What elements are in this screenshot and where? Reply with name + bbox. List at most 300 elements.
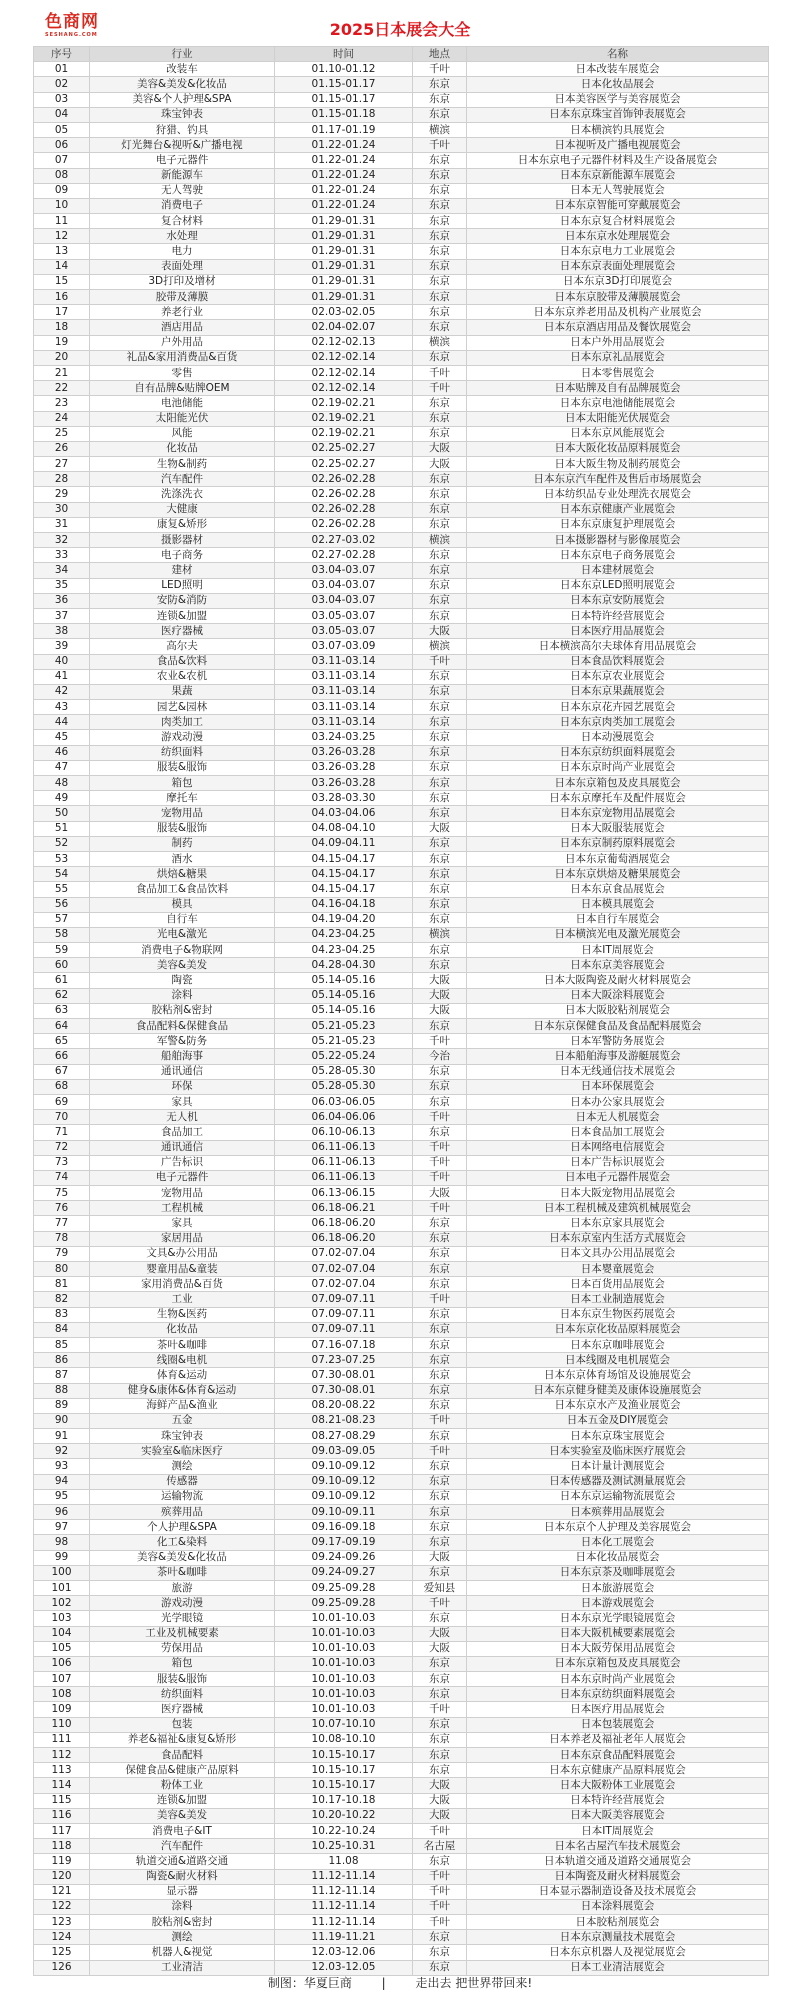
- row-industry: 风能: [90, 426, 275, 441]
- row-industry: 消费电子: [90, 198, 275, 213]
- row-location: 千叶: [413, 1869, 467, 1884]
- table-row: [34, 138, 769, 153]
- row-industry: 安防&消防: [90, 593, 275, 608]
- row-location: 大阪: [413, 1186, 467, 1201]
- row-location: 东京: [413, 1079, 467, 1094]
- row-index: 32: [34, 533, 90, 548]
- row-exhibition-name: 日本东京机器人及视觉展览会: [467, 1945, 769, 1960]
- row-exhibition-name: 日本大阪化妆品原料展览会: [467, 441, 769, 456]
- row-date: 02.26-02.28: [275, 517, 413, 532]
- row-industry: 陶瓷: [90, 973, 275, 988]
- table-row: [34, 1125, 769, 1140]
- table-row: [34, 1110, 769, 1125]
- row-date: 03.11-03.14: [275, 669, 413, 684]
- row-index: 110: [34, 1717, 90, 1732]
- row-date: 06.04-06.06: [275, 1110, 413, 1125]
- table-row: [34, 1915, 769, 1930]
- row-index: 120: [34, 1869, 90, 1884]
- row-date: 10.15-10.17: [275, 1748, 413, 1763]
- row-location: 东京: [413, 851, 467, 866]
- table-row: [34, 335, 769, 350]
- row-exhibition-name: 日本食品饮料展览会: [467, 654, 769, 669]
- row-location: 东京: [413, 608, 467, 623]
- row-exhibition-name: 日本东京珠宝首饰钟表展览会: [467, 107, 769, 122]
- row-industry: 测绘: [90, 1930, 275, 1945]
- row-date: 05.28-05.30: [275, 1064, 413, 1079]
- row-exhibition-name: 日本线圈及电机展览会: [467, 1353, 769, 1368]
- row-industry: 家具: [90, 1216, 275, 1231]
- row-location: 东京: [413, 1019, 467, 1034]
- row-location: 东京: [413, 578, 467, 593]
- row-industry: 通讯通信: [90, 1140, 275, 1155]
- row-location: 东京: [413, 1322, 467, 1337]
- row-location: 东京: [413, 229, 467, 244]
- table-row: [34, 183, 769, 198]
- row-location: 东京: [413, 700, 467, 715]
- row-industry: 工程机械: [90, 1201, 275, 1216]
- row-location: 大阪: [413, 973, 467, 988]
- row-date: 10.01-10.03: [275, 1672, 413, 1687]
- row-date: 01.17-01.19: [275, 122, 413, 137]
- row-industry: 船舶海事: [90, 1049, 275, 1064]
- row-date: 09.25-09.28: [275, 1580, 413, 1595]
- row-exhibition-name: 日本东京花卉园艺展览会: [467, 700, 769, 715]
- row-industry: 大健康: [90, 502, 275, 517]
- table-row: [34, 214, 769, 229]
- row-index: 30: [34, 502, 90, 517]
- row-location: 千叶: [413, 1292, 467, 1307]
- row-date: 11.12-11.14: [275, 1884, 413, 1899]
- row-industry: 果蔬: [90, 684, 275, 699]
- row-index: 114: [34, 1778, 90, 1793]
- row-index: 100: [34, 1565, 90, 1580]
- row-date: 12.03-12.05: [275, 1960, 413, 1975]
- row-exhibition-name: 日本文具办公用品展览会: [467, 1246, 769, 1261]
- row-exhibition-name: 日本东京复合材料展览会: [467, 214, 769, 229]
- row-industry: 保健食品&健康产品原料: [90, 1763, 275, 1778]
- row-exhibition-name: 日本五金及DIY展览会: [467, 1413, 769, 1428]
- row-exhibition-name: 日本动漫展览会: [467, 730, 769, 745]
- row-industry: 太阳能光伏: [90, 411, 275, 426]
- table-row: [34, 1489, 769, 1504]
- row-industry: 改装车: [90, 62, 275, 77]
- row-location: 东京: [413, 1307, 467, 1322]
- logo-sub: SESHANG.COM: [45, 32, 98, 38]
- row-index: 124: [34, 1930, 90, 1945]
- row-date: 09.17-09.19: [275, 1535, 413, 1550]
- row-index: 10: [34, 198, 90, 213]
- row-exhibition-name: 日本东京室内生活方式展览会: [467, 1231, 769, 1246]
- row-date: 01.15-01.17: [275, 77, 413, 92]
- table-row: [34, 1717, 769, 1732]
- row-index: 61: [34, 973, 90, 988]
- row-index: 28: [34, 472, 90, 487]
- row-index: 83: [34, 1307, 90, 1322]
- row-industry: 汽车配件: [90, 472, 275, 487]
- row-index: 63: [34, 1003, 90, 1018]
- row-date: 11.12-11.14: [275, 1915, 413, 1930]
- row-date: 03.26-03.28: [275, 745, 413, 760]
- row-index: 93: [34, 1459, 90, 1474]
- table-row: [34, 168, 769, 183]
- table-row: [34, 1049, 769, 1064]
- row-industry: 轨道交通&道路交通: [90, 1854, 275, 1869]
- row-exhibition-name: 日本东京体育场馆及设施展览会: [467, 1368, 769, 1383]
- row-date: 02.19-02.21: [275, 426, 413, 441]
- table-row: [34, 305, 769, 320]
- table-row: [34, 745, 769, 760]
- row-industry: 珠宝钟表: [90, 1429, 275, 1444]
- table-row: [34, 517, 769, 532]
- row-index: 87: [34, 1368, 90, 1383]
- row-date: 09.03-09.05: [275, 1444, 413, 1459]
- row-industry: 广告标识: [90, 1155, 275, 1170]
- row-location: 东京: [413, 1064, 467, 1079]
- row-industry: 食品配料&保健食品: [90, 1019, 275, 1034]
- row-industry: 游戏动漫: [90, 1596, 275, 1611]
- row-industry: 胶带及薄膜: [90, 290, 275, 305]
- row-exhibition-name: 日本东京保健食品及食品配料展览会: [467, 1019, 769, 1034]
- row-index: 70: [34, 1110, 90, 1125]
- row-location: 东京: [413, 487, 467, 502]
- table-row: [34, 1003, 769, 1018]
- row-industry: 游戏动漫: [90, 730, 275, 745]
- row-index: 39: [34, 639, 90, 654]
- row-index: 67: [34, 1064, 90, 1079]
- row-industry: 养老行业: [90, 305, 275, 320]
- row-date: 06.10-06.13: [275, 1125, 413, 1140]
- row-industry: 宠物用品: [90, 806, 275, 821]
- row-index: 99: [34, 1550, 90, 1565]
- row-location: 千叶: [413, 1413, 467, 1428]
- row-date: 03.11-03.14: [275, 684, 413, 699]
- row-date: 08.27-08.29: [275, 1429, 413, 1444]
- row-date: 07.02-07.04: [275, 1246, 413, 1261]
- row-index: 05: [34, 122, 90, 137]
- row-date: 09.16-09.18: [275, 1520, 413, 1535]
- row-date: 01.29-01.31: [275, 259, 413, 274]
- row-exhibition-name: 日本贴牌及自有品牌展览会: [467, 381, 769, 396]
- table-row: [34, 274, 769, 289]
- row-location: 千叶: [413, 1702, 467, 1717]
- table-row: [34, 62, 769, 77]
- row-date: 06.18-06.20: [275, 1231, 413, 1246]
- row-industry: 环保: [90, 1079, 275, 1094]
- row-exhibition-name: 日本东京摩托车及配件展览会: [467, 791, 769, 806]
- row-industry: 化妆品: [90, 1322, 275, 1337]
- row-exhibition-name: 日本工程机械及建筑机械展览会: [467, 1201, 769, 1216]
- row-date: 05.28-05.30: [275, 1079, 413, 1094]
- row-index: 85: [34, 1337, 90, 1352]
- row-date: 11.12-11.14: [275, 1869, 413, 1884]
- table-row: [34, 912, 769, 927]
- row-industry: 农业&农机: [90, 669, 275, 684]
- row-location: 东京: [413, 1672, 467, 1687]
- table-row: [34, 1459, 769, 1474]
- row-location: 东京: [413, 290, 467, 305]
- row-date: 07.30-08.01: [275, 1383, 413, 1398]
- row-location: 东京: [413, 1398, 467, 1413]
- row-index: 43: [34, 700, 90, 715]
- row-location: 东京: [413, 563, 467, 578]
- row-exhibition-name: 日本陶瓷及耐火材料展览会: [467, 1869, 769, 1884]
- table-row: [34, 1778, 769, 1793]
- row-exhibition-name: 日本涂料展览会: [467, 1899, 769, 1914]
- table-row: [34, 1656, 769, 1671]
- row-location: 东京: [413, 350, 467, 365]
- row-location: 东京: [413, 1277, 467, 1292]
- row-industry: 服装&服饰: [90, 1672, 275, 1687]
- row-index: 101: [34, 1580, 90, 1595]
- row-date: 03.24-03.25: [275, 730, 413, 745]
- row-location: 横滨: [413, 639, 467, 654]
- table-row: [34, 1368, 769, 1383]
- row-exhibition-name: 日本东京胶带及薄膜展览会: [467, 290, 769, 305]
- row-industry: 粉体工业: [90, 1778, 275, 1793]
- row-date: 02.25-02.27: [275, 457, 413, 472]
- table-row: [34, 1353, 769, 1368]
- row-exhibition-name: 日本轨道交通及道路交通展览会: [467, 1854, 769, 1869]
- row-industry: 旅游: [90, 1580, 275, 1595]
- row-exhibition-name: 日本养老及福祉老年人展览会: [467, 1732, 769, 1747]
- row-date: 02.03-02.05: [275, 305, 413, 320]
- row-location: 东京: [413, 502, 467, 517]
- row-exhibition-name: 日本医疗用品展览会: [467, 1702, 769, 1717]
- table-row: [34, 1292, 769, 1307]
- row-location: 东京: [413, 517, 467, 532]
- table-row: [34, 1763, 769, 1778]
- row-date: 10.07-10.10: [275, 1717, 413, 1732]
- table-row: [34, 988, 769, 1003]
- row-industry: 消费电子&IT: [90, 1823, 275, 1838]
- row-industry: 礼品&家用消费品&百货: [90, 350, 275, 365]
- row-index: 52: [34, 836, 90, 851]
- row-exhibition-name: 日本改装车展览会: [467, 62, 769, 77]
- row-exhibition-name: 日本东京食品配料展览会: [467, 1748, 769, 1763]
- row-location: 东京: [413, 259, 467, 274]
- table-row: [34, 396, 769, 411]
- table-row: [34, 624, 769, 639]
- table-row: [34, 1444, 769, 1459]
- row-exhibition-name: 日本东京肉类加工展览会: [467, 715, 769, 730]
- row-date: 09.24-09.27: [275, 1565, 413, 1580]
- table-row: [34, 1474, 769, 1489]
- row-industry: 通讯通信: [90, 1064, 275, 1079]
- row-exhibition-name: 日本横滨光电及激光展览会: [467, 927, 769, 942]
- row-exhibition-name: 日本东京箱包及皮具展览会: [467, 776, 769, 791]
- row-index: 57: [34, 912, 90, 927]
- row-date: 02.19-02.21: [275, 411, 413, 426]
- row-industry: 食品&饮料: [90, 654, 275, 669]
- row-index: 33: [34, 548, 90, 563]
- row-exhibition-name: 日本婴童展览会: [467, 1262, 769, 1277]
- row-industry: 线圈&电机: [90, 1353, 275, 1368]
- row-location: 千叶: [413, 381, 467, 396]
- table-row: [34, 927, 769, 942]
- table-row: [34, 502, 769, 517]
- row-industry: 海鲜产品&渔业: [90, 1398, 275, 1413]
- row-industry: 家具: [90, 1094, 275, 1109]
- row-index: 62: [34, 988, 90, 1003]
- table-row: [34, 1748, 769, 1763]
- row-location: 大阪: [413, 1793, 467, 1808]
- row-date: 08.21-08.23: [275, 1413, 413, 1428]
- row-date: 03.26-03.28: [275, 760, 413, 775]
- row-exhibition-name: 日本东京家具展览会: [467, 1216, 769, 1231]
- row-exhibition-name: 日本横滨钓具展览会: [467, 122, 769, 137]
- row-location: 东京: [413, 153, 467, 168]
- row-date: 05.14-05.16: [275, 988, 413, 1003]
- row-location: 千叶: [413, 654, 467, 669]
- table-row: [34, 381, 769, 396]
- row-industry: 摩托车: [90, 791, 275, 806]
- row-exhibition-name: 日本东京酒店用品及餐饮展览会: [467, 320, 769, 335]
- table-row: [34, 122, 769, 137]
- row-index: 86: [34, 1353, 90, 1368]
- row-exhibition-name: 日本横滨高尔夫球体育用品展览会: [467, 639, 769, 654]
- row-index: 56: [34, 897, 90, 912]
- row-index: 105: [34, 1641, 90, 1656]
- row-index: 95: [34, 1489, 90, 1504]
- row-exhibition-name: 日本IT周展览会: [467, 1823, 769, 1838]
- row-date: 07.30-08.01: [275, 1368, 413, 1383]
- row-exhibition-name: 日本东京化妆品原料展览会: [467, 1322, 769, 1337]
- column-header-location: 地点: [413, 47, 467, 62]
- row-index: 25: [34, 426, 90, 441]
- table-row: [34, 821, 769, 836]
- row-industry: 户外用品: [90, 335, 275, 350]
- row-date: 03.04-03.07: [275, 563, 413, 578]
- row-industry: 生物&医药: [90, 1307, 275, 1322]
- row-index: 65: [34, 1034, 90, 1049]
- table-row: [34, 1945, 769, 1960]
- row-exhibition-name: 日本东京安防展览会: [467, 593, 769, 608]
- row-exhibition-name: 日本东京电池储能展览会: [467, 396, 769, 411]
- row-location: 东京: [413, 806, 467, 821]
- row-exhibition-name: 日本大阪涂料展览会: [467, 988, 769, 1003]
- row-index: 14: [34, 259, 90, 274]
- row-industry: 军警&防务: [90, 1034, 275, 1049]
- row-location: 千叶: [413, 1884, 467, 1899]
- row-index: 94: [34, 1474, 90, 1489]
- table-row: [34, 700, 769, 715]
- row-industry: 美容&美发&化妆品: [90, 1550, 275, 1565]
- row-location: 东京: [413, 760, 467, 775]
- row-date: 10.17-10.18: [275, 1793, 413, 1808]
- row-index: 75: [34, 1186, 90, 1201]
- row-date: 07.16-07.18: [275, 1337, 413, 1352]
- row-date: 09.10-09.11: [275, 1505, 413, 1520]
- row-location: 东京: [413, 1125, 467, 1140]
- row-industry: 无人机: [90, 1110, 275, 1125]
- row-location: 东京: [413, 1732, 467, 1747]
- row-exhibition-name: 日本东京珠宝展览会: [467, 1429, 769, 1444]
- row-date: 10.20-10.22: [275, 1808, 413, 1823]
- row-date: 04.19-04.20: [275, 912, 413, 927]
- table-row: [34, 760, 769, 775]
- row-date: 02.19-02.21: [275, 396, 413, 411]
- row-date: 01.29-01.31: [275, 229, 413, 244]
- row-industry: 电子商务: [90, 548, 275, 563]
- row-industry: 电子元器件: [90, 153, 275, 168]
- row-index: 104: [34, 1626, 90, 1641]
- table-row: [34, 578, 769, 593]
- table-row: [34, 851, 769, 866]
- row-exhibition-name: 日本户外用品展览会: [467, 335, 769, 350]
- row-index: 26: [34, 441, 90, 456]
- row-index: 15: [34, 274, 90, 289]
- row-index: 49: [34, 791, 90, 806]
- row-index: 88: [34, 1383, 90, 1398]
- row-location: 东京: [413, 1945, 467, 1960]
- row-date: 04.15-04.17: [275, 851, 413, 866]
- row-location: 大阪: [413, 1808, 467, 1823]
- row-industry: 胶粘剂&密封: [90, 1915, 275, 1930]
- row-exhibition-name: 日本东京烘焙及糖果展览会: [467, 867, 769, 882]
- row-date: 10.01-10.03: [275, 1702, 413, 1717]
- row-index: 77: [34, 1216, 90, 1231]
- row-location: 横滨: [413, 122, 467, 137]
- table-row: [34, 1626, 769, 1641]
- row-date: 09.10-09.12: [275, 1459, 413, 1474]
- row-exhibition-name: 日本东京农业展览会: [467, 669, 769, 684]
- column-header-industry: 行业: [90, 47, 275, 62]
- row-location: 东京: [413, 1353, 467, 1368]
- row-exhibition-name: 日本无人机展览会: [467, 1110, 769, 1125]
- table-row: [34, 1930, 769, 1945]
- row-exhibition-name: 日本无线通信技术展览会: [467, 1064, 769, 1079]
- row-date: 10.08-10.10: [275, 1732, 413, 1747]
- table-row: [34, 958, 769, 973]
- table-row: [34, 563, 769, 578]
- row-exhibition-name: 日本胶粘剂展览会: [467, 1915, 769, 1930]
- table-row: [34, 411, 769, 426]
- table-row: [34, 1383, 769, 1398]
- row-industry: 康复&矫形: [90, 517, 275, 532]
- row-exhibition-name: 日本办公家具展览会: [467, 1094, 769, 1109]
- row-location: 千叶: [413, 1899, 467, 1914]
- table-row: [34, 730, 769, 745]
- row-exhibition-name: 日本大阪生物及制药展览会: [467, 457, 769, 472]
- table-row: [34, 1413, 769, 1428]
- row-index: 16: [34, 290, 90, 305]
- table-row: [34, 1201, 769, 1216]
- row-index: 68: [34, 1079, 90, 1094]
- row-index: 107: [34, 1672, 90, 1687]
- table-row: [34, 836, 769, 851]
- row-exhibition-name: 日本东京纺织面料展览会: [467, 1687, 769, 1702]
- row-exhibition-name: 日本船舶海事及游艇展览会: [467, 1049, 769, 1064]
- row-location: 东京: [413, 1717, 467, 1732]
- row-index: 118: [34, 1839, 90, 1854]
- row-location: 东京: [413, 1930, 467, 1945]
- row-index: 36: [34, 593, 90, 608]
- row-location: 东京: [413, 791, 467, 806]
- row-exhibition-name: 日本东京制药原料展览会: [467, 836, 769, 851]
- logo-main: 色商网: [45, 12, 99, 32]
- row-date: 07.02-07.04: [275, 1262, 413, 1277]
- row-industry: 服装&服饰: [90, 821, 275, 836]
- row-index: 74: [34, 1170, 90, 1185]
- row-index: 119: [34, 1854, 90, 1869]
- row-index: 126: [34, 1960, 90, 1975]
- row-industry: 体育&运动: [90, 1368, 275, 1383]
- table-row: [34, 1019, 769, 1034]
- row-index: 72: [34, 1140, 90, 1155]
- row-industry: 涂料: [90, 988, 275, 1003]
- row-index: 115: [34, 1793, 90, 1808]
- row-date: 03.11-03.14: [275, 654, 413, 669]
